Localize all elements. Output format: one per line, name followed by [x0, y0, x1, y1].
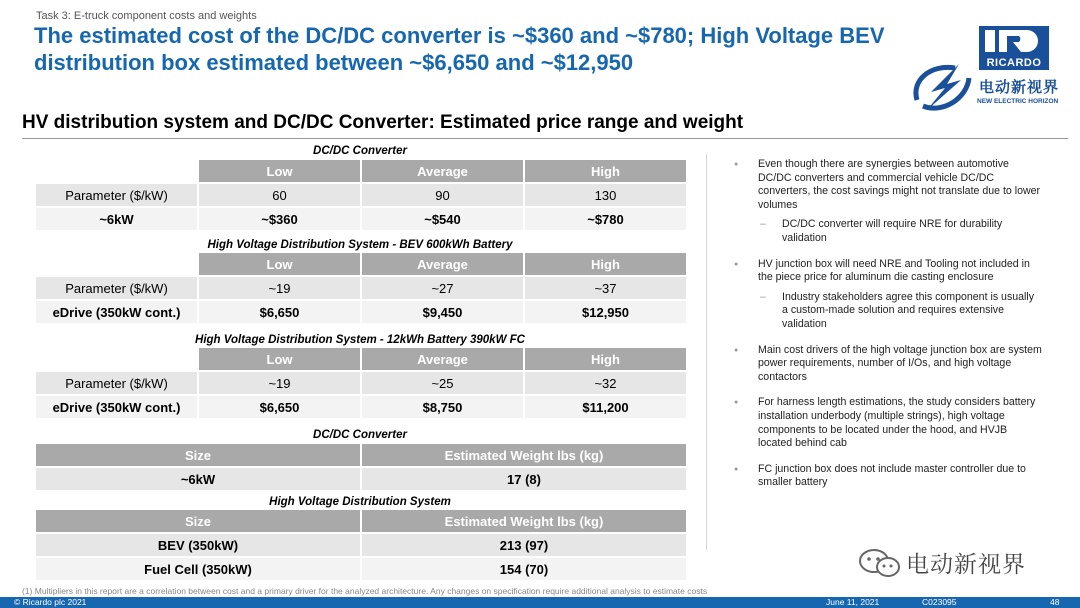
table-cell: $6,650 — [198, 300, 361, 324]
title-rule — [22, 138, 1068, 139]
table-header-cell — [35, 159, 198, 183]
table-header-cell: Low — [198, 159, 361, 183]
table-cell: 213 (97) — [361, 533, 687, 557]
bullet-text: Even though there are synergies between automotive DC/DC converters and commercial vehicle DC/DC converters, the cost savings might not translate due to lower volumes — [758, 158, 1041, 211]
table-cell: ~19 — [198, 371, 361, 395]
table-cell: $11,200 — [524, 395, 687, 419]
logo-chinese-text: 电动新视界 — [979, 79, 1060, 96]
table-row — [35, 467, 687, 491]
column-divider — [706, 154, 707, 550]
table-header-cell: Average — [361, 252, 524, 276]
table-row — [35, 183, 687, 207]
bullet-text: Main cost drivers of the high voltage junction box are system power requirements, number of I/Os, and high voltage contactors — [758, 343, 1042, 383]
table-cell: eDrive (350kW cont.) — [35, 395, 198, 419]
table-row — [35, 207, 687, 231]
bullet-text: For harness length estimations, the study considers battery installation underbody (multiple strings), high voltage components to be located under the hood, and HVJB located behind cab — [758, 396, 1036, 450]
table-cell: ~25 — [361, 371, 524, 395]
lightning-swirl-icon — [909, 58, 975, 114]
wechat-watermark — [858, 546, 1026, 579]
bullet-item — [732, 344, 1042, 385]
table-header-cell — [35, 252, 198, 276]
sub-bullet-item: – DC/DC converter will require NRE for durability validation — [758, 218, 1042, 245]
table-cell: $6,650 — [198, 395, 361, 419]
bullet-item — [732, 396, 1042, 450]
table-cell: ~19 — [198, 276, 361, 300]
table-header-cell: Estimated Weight lbs (kg) — [361, 509, 687, 533]
section-title: HV distribution system and DC/DC Converter: Estimated price range and weight — [22, 112, 744, 133]
table-header-cell: Average — [361, 347, 524, 371]
table-cell: eDrive (350kW cont.) — [35, 300, 198, 324]
table-cell: ~32 — [524, 371, 687, 395]
table-cell: ~$780 — [524, 207, 687, 231]
wechat-icon — [858, 548, 902, 578]
table-caption: High Voltage Distribution System - 12kWh Battery 390kW FC — [195, 334, 525, 346]
table-cell: BEV (350kW) — [35, 533, 361, 557]
table-cell: ~$540 — [361, 207, 524, 231]
watermark-text: 电动新视界 — [906, 551, 1026, 577]
sub-bullet-item: – Industry stakeholders agree this component is usually a custom-made solution and requires extensive validation — [758, 291, 1042, 332]
table-caption: High Voltage Distribution System — [269, 496, 451, 508]
ricardo-wordmark: RICARDO — [979, 56, 1049, 70]
table-cell: 60 — [198, 183, 361, 207]
table-cell: ~37 — [524, 276, 687, 300]
table-cell: Fuel Cell (350kW) — [35, 557, 361, 581]
table-row — [35, 557, 687, 581]
table-cell: 90 — [361, 183, 524, 207]
table-cell: 154 (70) — [361, 557, 687, 581]
bullet-item — [732, 158, 1042, 246]
table-row — [35, 371, 687, 395]
dcdc-price-table — [34, 158, 688, 232]
slide-headline: The estimated cost of the DC/DC converter is ~$360 and ~$780; High Voltage BEV distribution box estimated between ~$6,650 and ~$12,950 — [34, 23, 885, 75]
table-cell: Parameter ($/kW) — [35, 371, 198, 395]
task-label: Task 3: E-truck component costs and weights — [36, 10, 257, 22]
page-number: 48 — [1050, 597, 1060, 607]
table-cell: ~27 — [361, 276, 524, 300]
table-cell: $9,450 — [361, 300, 524, 324]
hv-fc-price-table — [34, 346, 688, 420]
table-header-cell: High — [524, 252, 687, 276]
table-header-cell: Low — [198, 347, 361, 371]
table-cell: ~6kW — [35, 207, 198, 231]
table-header-cell: High — [524, 347, 687, 371]
footnote: (1) Multipliers in this report are a correlation between cost and a primary driver for the analyzed architecture. Any changes on specification require additional analysis to estimate costs — [22, 586, 708, 596]
footer-code: C023095 — [922, 597, 957, 607]
table-header-cell: Size — [35, 443, 361, 467]
bullet-item — [732, 258, 1042, 332]
bullet-text: HV junction box will need NRE and Tooling not included in the piece price for aluminum die casting enclosure — [758, 257, 1030, 284]
table-cell: 17 (8) — [361, 467, 687, 491]
table-caption: High Voltage Distribution System - BEV 600kWh Battery — [207, 239, 513, 251]
table-caption: DC/DC Converter — [313, 145, 407, 157]
table-cell: $8,750 — [361, 395, 524, 419]
table-cell: 130 — [524, 183, 687, 207]
bullet-text: FC junction box does not include master controller due to smaller battery — [758, 462, 1026, 489]
table-row — [35, 395, 687, 419]
hv-weight-table — [34, 508, 688, 582]
footer-date: June 11, 2021 — [826, 597, 880, 607]
table-cell: ~$360 — [198, 207, 361, 231]
table-row — [35, 300, 687, 324]
footer-copyright: © Ricardo plc 2021 — [14, 597, 87, 607]
footer-bar — [0, 597, 1080, 608]
bullet-item — [732, 463, 1042, 490]
table-cell: Parameter ($/kW) — [35, 183, 198, 207]
table-row — [35, 276, 687, 300]
table-header-cell — [35, 347, 198, 371]
table-header-cell: Low — [198, 252, 361, 276]
table-header-cell: Estimated Weight lbs (kg) — [361, 443, 687, 467]
hv-bev-price-table — [34, 251, 688, 325]
table-cell: ~6kW — [35, 467, 361, 491]
table-header-cell: Average — [361, 159, 524, 183]
table-cell: Parameter ($/kW) — [35, 276, 198, 300]
table-cell: $12,950 — [524, 300, 687, 324]
table-row — [35, 533, 687, 557]
table-header-cell: High — [524, 159, 687, 183]
ricardo-logo — [905, 26, 1070, 112]
table-caption: DC/DC Converter — [313, 429, 407, 441]
bullet-list — [732, 158, 1042, 502]
logo-english-text: NEW ELECTRIC HORIZON — [977, 98, 1059, 105]
table-header-cell: Size — [35, 509, 361, 533]
dcdc-weight-table — [34, 442, 688, 492]
